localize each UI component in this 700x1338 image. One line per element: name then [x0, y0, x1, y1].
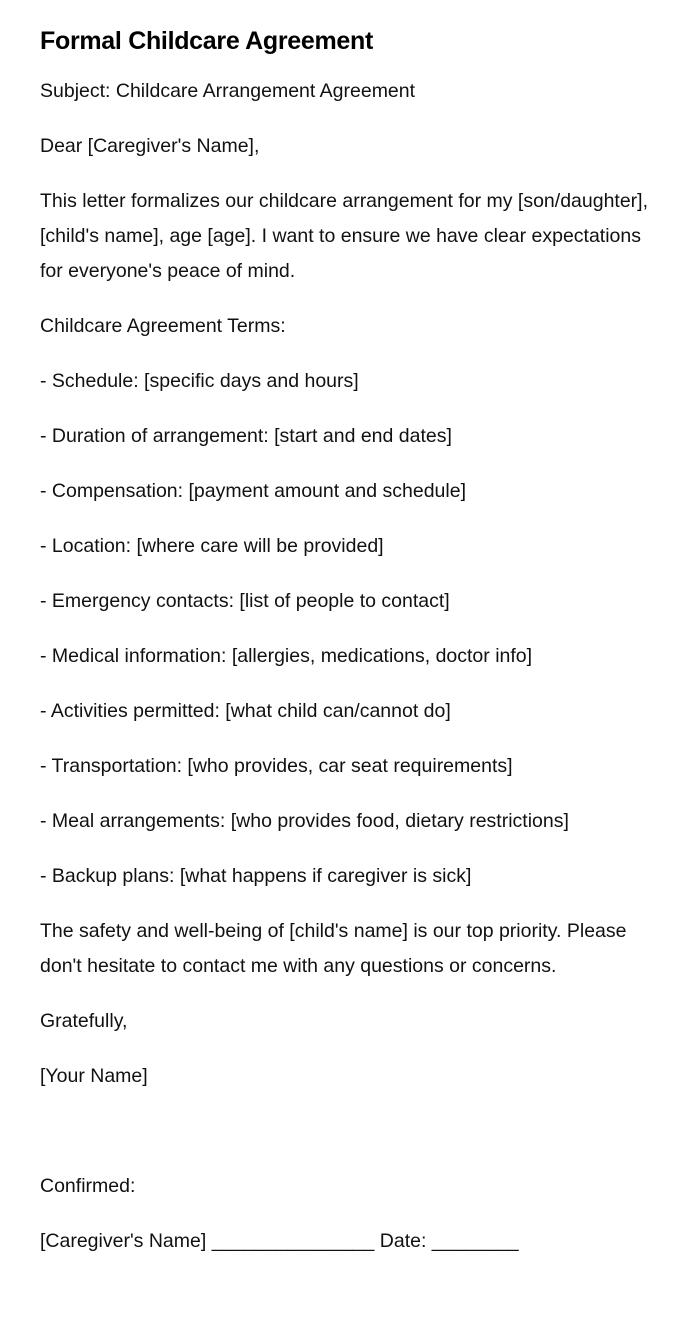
term-item: - Meal arrangements: [who provides food, dietary restrictions] — [40, 810, 569, 832]
confirmed-label: Confirmed: — [40, 1175, 136, 1197]
document-title: Formal Childcare Agreement — [40, 27, 374, 55]
term-item: - Schedule: [specific days and hours] — [40, 370, 359, 392]
term-item: - Location: [where care will be provided] — [40, 535, 384, 557]
term-item: - Medical information: [allergies, medications, doctor info] — [40, 645, 533, 667]
signature-spacer — [40, 1114, 660, 1169]
term-item: - Compensation: [payment amount and schedule] — [40, 480, 467, 502]
sign-off: Gratefully, — [40, 1010, 128, 1032]
term-item: - Duration of arrangement: [start and end dates] — [40, 425, 452, 447]
term-item: - Activities permitted: [what child can/cannot do] — [40, 700, 451, 722]
subject-line: Subject: Childcare Arrangement Agreement — [40, 80, 416, 102]
term-item: - Emergency contacts: [list of people to contact] — [40, 590, 450, 612]
caregiver-signature-line: [Caregiver's Name] _______________ Date: ________ — [40, 1230, 519, 1252]
intro-paragraph: This letter formalizes our childcare arrangement for my [son/daughter], [child's name], age [age]. I want to ensure we have clear expectations for everyone's peace of mind. — [40, 190, 649, 282]
closing-paragraph: The safety and well-being of [child's name] is our top priority. Please don't hesitate to contact me with any questions or concerns. — [40, 920, 627, 977]
term-item: - Transportation: [who provides, car seat requirements] — [40, 755, 513, 777]
salutation: Dear [Caregiver's Name], — [40, 135, 260, 157]
terms-list — [40, 364, 660, 894]
term-item: - Backup plans: [what happens if caregiver is sick] — [40, 865, 472, 887]
sender-name: [Your Name] — [40, 1065, 148, 1087]
terms-heading: Childcare Agreement Terms: — [40, 315, 286, 337]
